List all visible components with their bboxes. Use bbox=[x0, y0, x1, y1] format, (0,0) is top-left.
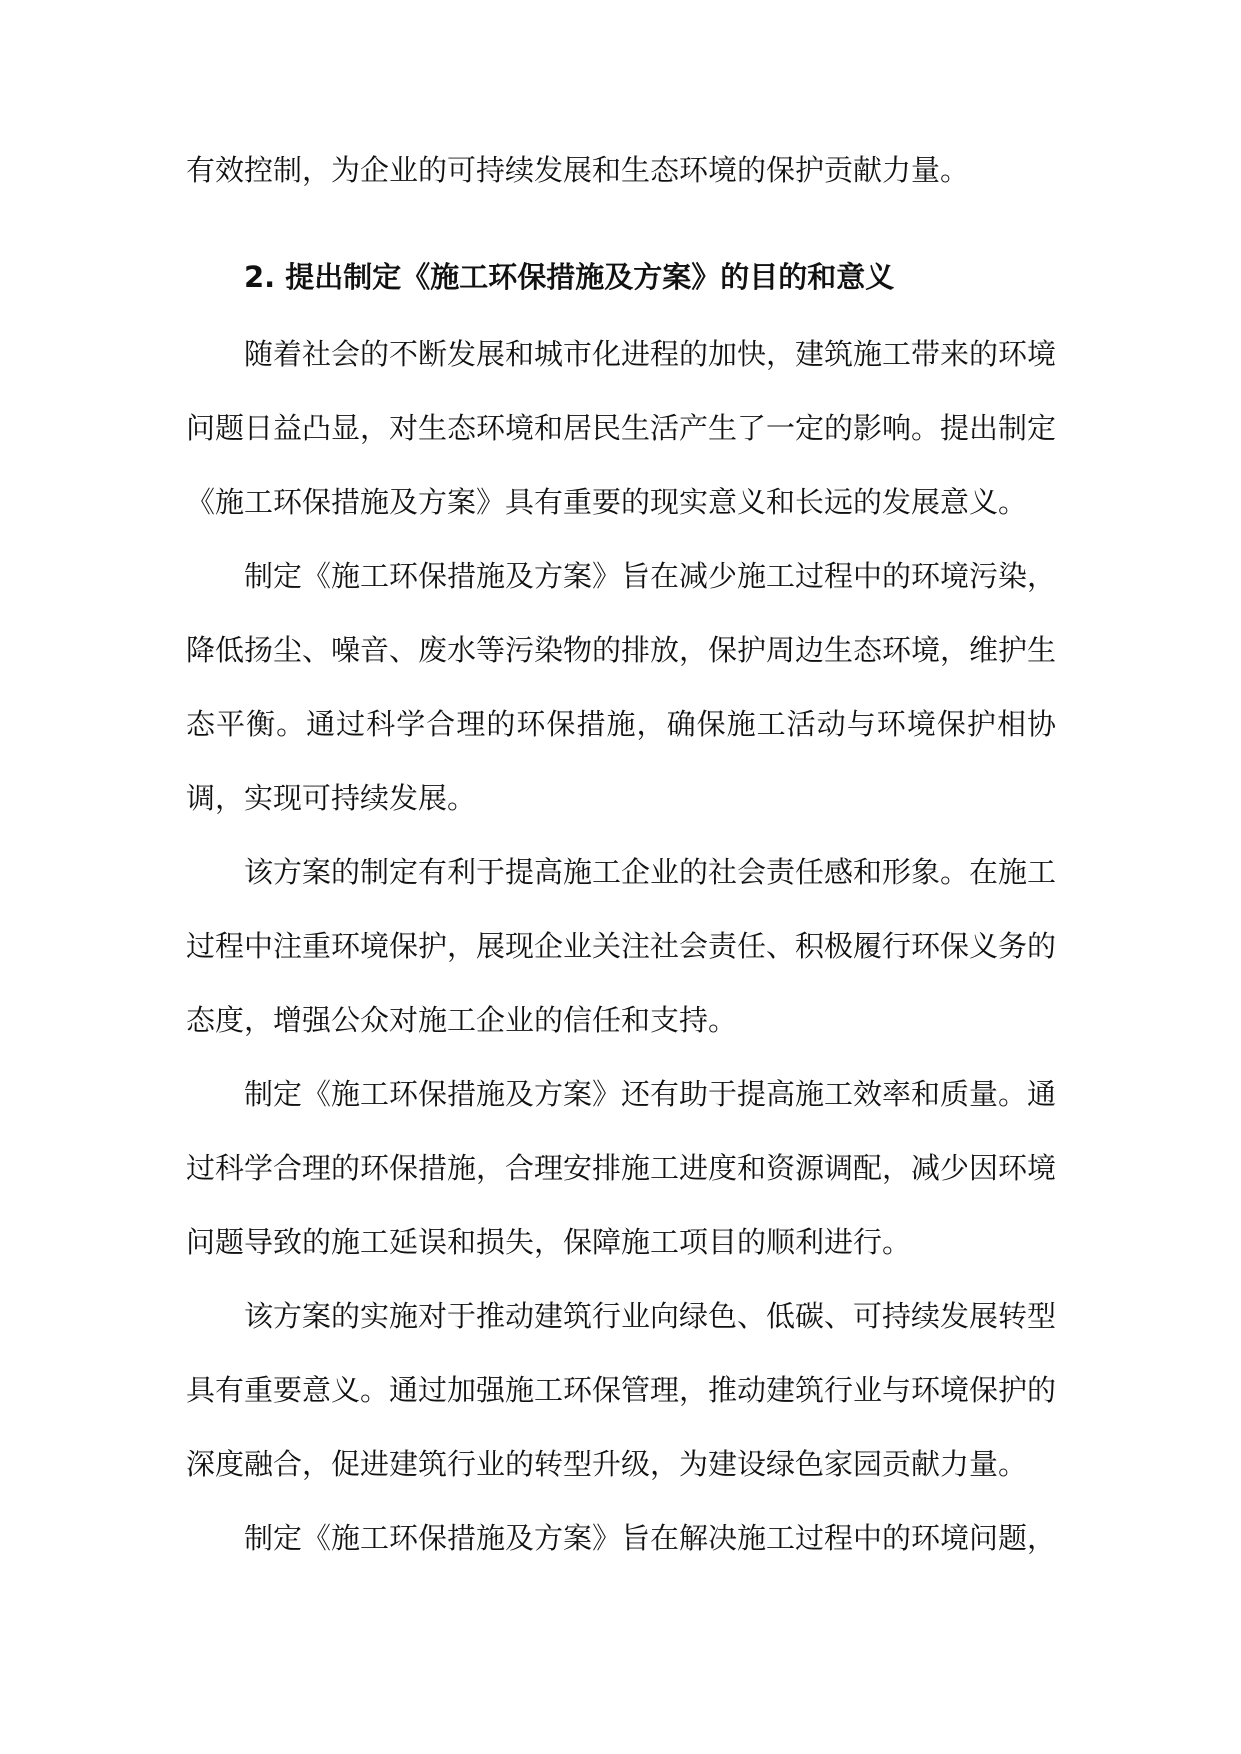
paragraph: 制定《施工环保措施及方案》还有助于提高施工效率和质量。通过科学合理的环保措施，合理安排施工进度和资源调配，减少因环境问题导致的施工延误和损失，保障施工项目的顺利进行。 bbox=[186, 1077, 1057, 1259]
paragraph: 该方案的实施对于推动建筑行业向绿色、低碳、可持续发展转型具有重要意义。通过加强施工环保管理，推动建筑行业与环境保护的深度融合，促进建筑行业的转型升级，为建设绿色家园贡献力量。 bbox=[186, 1299, 1057, 1481]
body-text bbox=[186, 317, 1056, 1575]
paragraph: 制定《施工环保措施及方案》旨在减少施工过程中的环境污染，降低扬尘、噪音、废水等污染物的排放，保护周边生态环境，维护生态平衡。通过科学合理的环保措施，确保施工活动与环境保护相协调，实现可持续发展。 bbox=[186, 559, 1057, 815]
paragraph: 随着社会的不断发展和城市化进程的加快，建筑施工带来的环境问题日益凸显，对生态环境和居民生活产生了一定的影响。提出制定《施工环保措施及方案》具有重要的现实意义和长远的发展意义。 bbox=[186, 337, 1057, 519]
section-heading: 2. 提出制定《施工环保措施及方案》的目的和意义 bbox=[244, 260, 895, 294]
paragraph: 制定《施工环保措施及方案》旨在解决施工过程中的环境问题， bbox=[244, 1521, 1057, 1555]
paragraph: 该方案的制定有利于提高施工企业的社会责任感和形象。在施工过程中注重环境保护，展现企业关注社会责任、积极履行环保义务的态度，增强公众对施工企业的信任和支持。 bbox=[186, 855, 1057, 1037]
continuation-paragraph: 有效控制，为企业的可持续发展和生态环境的保护贡献力量。 bbox=[186, 153, 970, 187]
